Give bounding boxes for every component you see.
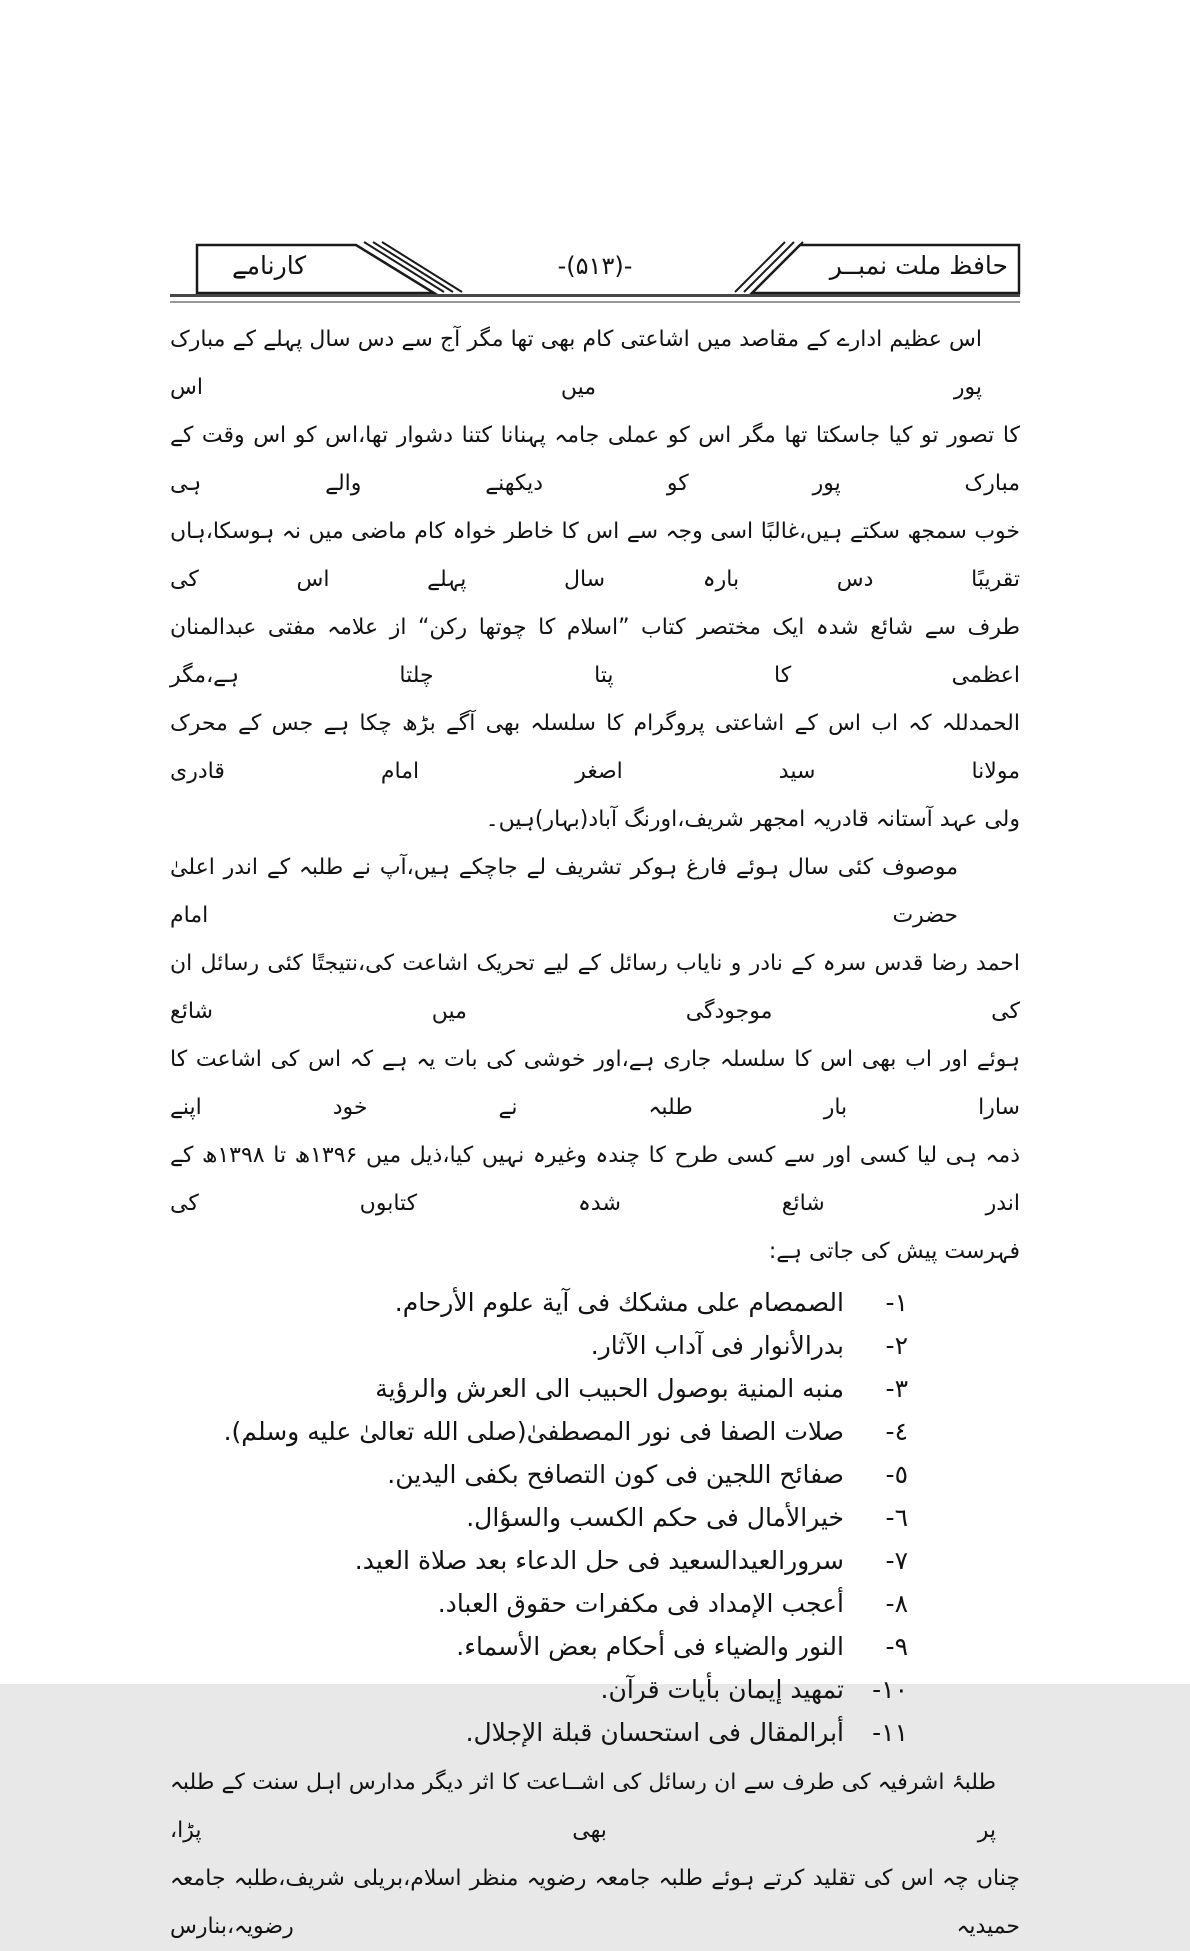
body-line: ولی عہد آستانہ قادریہ امجھر شریف،اورنگ آباد(بہار)ہیں۔ (485, 807, 1020, 832)
list-item (170, 1625, 908, 1668)
body-line: کا تصور تو کیا جاسکتا تھا مگر اس کو عملی جامہ پہنانا کتنا دشوار تھا،اس کو اس وقت کے مبارک پور کو دیکھنے والے ہی (170, 423, 1020, 496)
closing-paragraph (170, 1759, 1020, 1951)
body-line: الحمدللہ کہ اب اس کے اشاعتی پروگرام کا سلسلہ بھی آگے بڑھ چکا ہے جس کے محرک مولانا سید اصغر امام قادری (170, 711, 1020, 784)
list-item-number: ٦- (885, 1503, 908, 1532)
list-item (170, 1711, 908, 1754)
body-line: ذمہ ہی لیا کسی اور سے کسی طرح کا چندہ وغیرہ نہیں کیا،ذیل میں ۱۳۹۶ھ تا ۱۳۹۸ھ کے اندر شائع شدہ کتابوں کی (170, 1143, 1020, 1216)
list-item-number: ٤- (885, 1417, 908, 1446)
book-title: سرورالعيدالسعيد فى حل الدعاء بعد صلاة العيد. (354, 1546, 844, 1575)
list-item (170, 1496, 908, 1539)
page-header (170, 240, 1020, 302)
page-number: -(۵۱۳)- (557, 252, 633, 280)
list-item (170, 1582, 908, 1625)
body-line: طلبۂ اشرفیہ کی طرف سے ان رسائل کی اشــاعت کا اثر دیگر مدارس اہل سنت کے طلبہ پر بھی پڑا، (170, 1770, 996, 1843)
book-title: أبرالمقال فى استحسان قبلة الإجلال. (465, 1718, 844, 1747)
book-title: صفائح اللجين فى كون التصافح بكفى اليدين. (387, 1460, 844, 1489)
list-item (170, 1668, 908, 1711)
body-line: چناں چہ اس کی تقلید کرتے ہوئے طلبہ جامعہ رضویہ منظر اسلام،بریلی شریف،طلبہ جامعہ حمیدیہ رضویہ،بنارس (170, 1866, 1020, 1939)
body-text (170, 316, 1020, 1951)
header-left-tab-label: کارنامے (232, 251, 307, 280)
paragraph-1 (170, 316, 1020, 844)
book-title: الصمصام على مشكك فى آية علوم الأرحام. (394, 1288, 844, 1317)
list-item-number: ١٠- (872, 1675, 908, 1704)
list-item-number: ٨- (885, 1589, 908, 1618)
body-line: احمد رضا قدس سرہ کے نادر و نایاب رسائل کے لیے تحریک اشاعت کی،نتیجتًا کئی رسائل ان کی موجودگی میں شائع (170, 951, 1020, 1024)
book-title: خيرالأمال فى حكم الكسب والسؤال. (466, 1503, 844, 1532)
book-title: صلات الصفا فى نور المصطفىٰ(صلى الله تعالىٰ عليه وسلم). (223, 1417, 844, 1446)
book-title: تمهيد إيمان بأيات قرآن. (600, 1675, 844, 1704)
book-title: النور والضياء فى أحكام بعض الأسماء. (456, 1632, 844, 1661)
list-item (170, 1410, 908, 1453)
body-line: فہرست پیش کی جاتی ہے: (768, 1239, 1020, 1264)
list-item-number: ٥- (885, 1460, 908, 1489)
list-item-number: ١- (885, 1288, 908, 1317)
list-item-number: ٧- (885, 1546, 908, 1575)
book-title: بدرالأنوار فى آداب الآثار. (590, 1331, 844, 1360)
list-item (170, 1539, 908, 1582)
list-item-number: ٣- (885, 1374, 908, 1403)
body-line: ہوئے اور اب بھی اس کا سلسلہ جاری ہے،اور خوشی کی بات یہ ہے کہ اس کی اشاعت کا سارا بار طلبہ نے خود اپنے (170, 1047, 1020, 1120)
body-line: طرف سے شائع شدہ ایک مختصر کتاب ”اسلام کا چوتھا رکن“ از علامہ مفتی عبدالمنان اعظمی کا پتا چلتا ہے،مگر (170, 615, 1020, 688)
body-line: اس عظیم ادارے کے مقاصد میں اشاعتی کام بھی تھا مگر آج سے دس سال پہلے کے مبارک پور میں اس (170, 327, 982, 400)
list-item (170, 1281, 908, 1324)
page-content (170, 240, 1020, 1951)
list-item-number: ١١- (872, 1718, 908, 1747)
list-item (170, 1367, 908, 1410)
book-title: منبه المنية بوصول الحبيب الى العرش والرؤية (375, 1374, 844, 1403)
paragraph-2 (170, 844, 1020, 1276)
published-books-list (170, 1281, 908, 1754)
header-right-tab-label: حافظ ملت نمبــر (829, 251, 1008, 280)
body-line: موصوف کئی سال ہوئے فارغ ہوکر تشریف لے جاچکے ہیں،آپ نے طلبہ کے اندر اعلیٰ حضرت امام (170, 855, 958, 928)
book-title: أعجب الإمداد فى مكفرات حقوق العباد. (437, 1589, 844, 1618)
list-item-number: ٩- (885, 1632, 908, 1661)
list-item (170, 1324, 908, 1367)
list-item (170, 1453, 908, 1496)
header-tab-hafiz-millat (740, 240, 1020, 296)
header-double-rule (170, 294, 1020, 303)
list-item-number: ٢- (885, 1331, 908, 1360)
body-line: خوب سمجھ سکتے ہیں،غالبًا اسی وجہ سے اس کا خاطر خواہ کام ماضی میں نہ ہوسکا،ہاں تقریبًا دس بارہ سال پہلے اس کی (170, 519, 1020, 592)
